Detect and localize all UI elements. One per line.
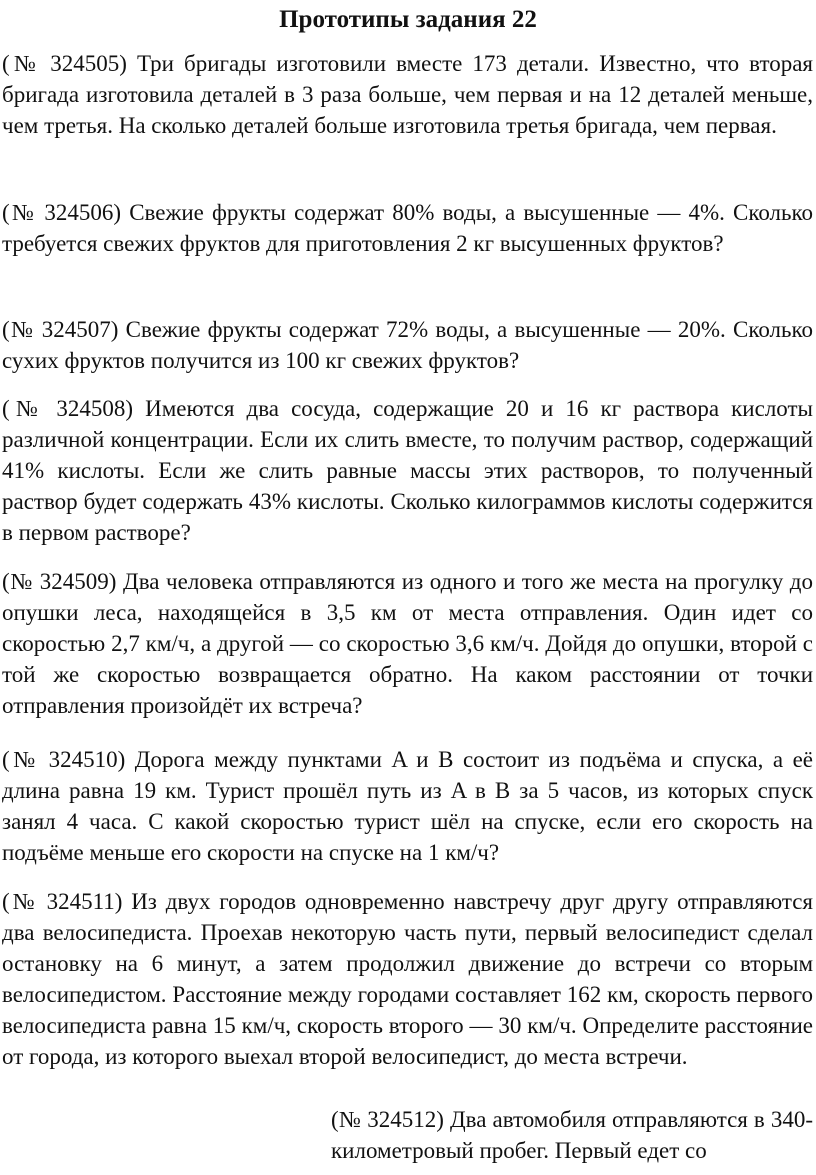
problem-324506: (№ 324506) Свежие фрукты содержат 80% воды, а высушенные — 4%. Сколько требуется свежих фруктов для приготовления 2 кг высушенных фруктов? <box>2 200 813 256</box>
problem-324507: (№ 324507) Свежие фрукты содержат 72% воды, а высушенные — 20%. Сколько сухих фруктов получится из 100 кг свежих фруктов? <box>2 317 813 373</box>
problem-324509: (№ 324509) Два человека отправляются из одного и того же места на прогулку до опушки леса, находящейся в 3,5 км от места отправления. Один идет со скоростью 2,7 км/ч, а другой — со скоростью 3,6 км/ч. Дойдя до опушки, второй с той же скоростью возвращается обратно. На каком расстоянии от точки отправления произойдёт их встреча? <box>2 569 813 718</box>
problem-324512: (№ 324512) Два автомобиля отправляются в 340-километровый пробег. Первый едет со <box>331 1107 813 1163</box>
page-title: Прототипы задания 22 <box>279 6 537 33</box>
problem-324510: (№ 324510) Дорога между пунктами A и B состоит из подъёма и спуска, а её длина равна 19 км. Турист прошёл путь из A в B за 5 часов, из которых спуск занял 4 часа. С какой скоростью турист шёл на спуске, если его скорость на подъёме меньше его скорости на спуске на 1 км/ч? <box>2 747 813 865</box>
problem-324505: (№ 324505) Три бригады изготовили вместе 173 детали. Известно, что вторая бригада изготовила деталей в 3 раза больше, чем первая и на 12 деталей меньше, чем третья. На сколько деталей больше изготовила третья бригада, чем первая. <box>2 51 813 138</box>
problem-324508: (№ 324508) Имеются два сосуда, содержащие 20 и 16 кг раствора кислоты различной концентрации. Если их слить вместе, то получим раствор, содержащий 41% кислоты. Если же слить равные массы этих растворов, то полученный раствор будет содержать 43% кислоты. Сколько килограммов кислоты содержится в первом растворе? <box>2 396 813 545</box>
problem-324511: (№ 324511) Из двух городов одновременно навстречу друг другу отправляются два велосипедиста. Проехав некоторую часть пути, первый велосипедист сделал остановку на 6 минут, а затем продолжил движение до встречи со вторым велосипедистом. Расстояние между городами составляет 162 км, скорость первого велосипедиста равна 15 км/ч, скорость второго — 30 км/ч. Определите расстояние от города, из которого выехал второй велосипедист, до места встречи. <box>2 889 813 1069</box>
